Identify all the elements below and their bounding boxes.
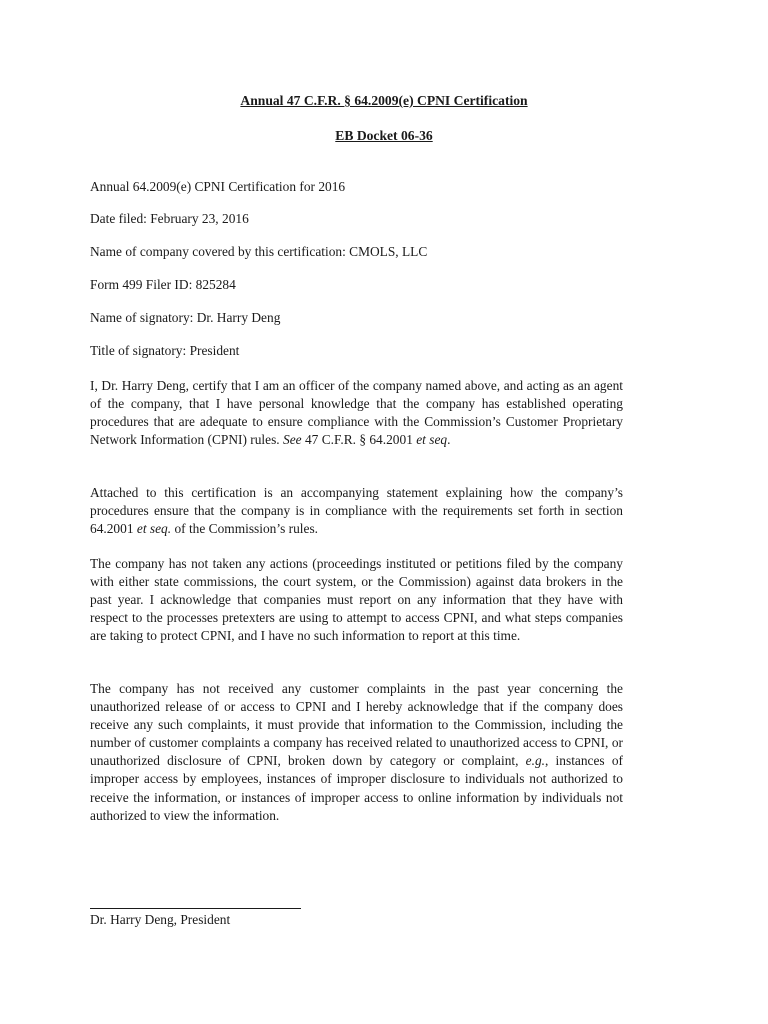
certification-paragraph xyxy=(90,377,623,449)
attached-statement-text: Attached to this certification is an accompanying statement explaining how the company’s procedures ensure that the company is in compliance with the requirements set forth in section 64.2001 xyxy=(90,485,623,537)
company-name-line: Name of company covered by this certification: CMOLS, LLC xyxy=(90,244,428,259)
rules-text: of the Commission’s rules. xyxy=(171,521,319,537)
eg-text: e.g. xyxy=(525,753,546,769)
signatory-signature-name: Dr. Harry Deng, President xyxy=(90,912,231,927)
et-seq-text: et seq. xyxy=(136,521,172,537)
certification-text: I, Dr. Harry Deng, certify that I am an officer of the company named above, and acting as an agent of the company, that I have personal knowledge that the company has established operating procedures that are adequate to ensure compliance with the Commission’s Customer Proprietary Network Information (CPNI) rules. xyxy=(90,378,623,448)
docket-number: EB Docket 06-36 xyxy=(335,128,433,143)
date-filed-line: Date filed: February 23, 2016 xyxy=(90,211,249,226)
form-499-filer-id-line: Form 499 Filer ID: 825284 xyxy=(90,277,236,292)
signatory-name-line: Name of signatory: Dr. Harry Deng xyxy=(90,310,281,325)
certification-year-line: Annual 64.2009(e) CPNI Certification for 2016 xyxy=(90,179,346,194)
customer-complaints-paragraph xyxy=(90,680,623,825)
see-citation-signal: See xyxy=(283,432,302,448)
document-title: Annual 47 C.F.R. § 64.2009(e) CPNI Certification xyxy=(240,93,528,108)
citation-text: 47 C.F.R. § 64.2001 xyxy=(301,432,417,448)
complaints-examples-text: , instances of improper access by employees, instances of improper disclosure to individuals not authorized to receive the information, or instances of improper access to online information by individuals not authorized to view the information. xyxy=(90,753,623,823)
period-text: . xyxy=(447,432,451,448)
data-brokers-paragraph: The company has not taken any actions (proceedings instituted or petitions filed by the company with either state commissions, the court system, or the Commission) against data brokers in the past year. I acknowledge that companies must report on any information that they have with respect to the processes pretexters are using to attempt to access CPNI, and what steps companies are taking to protect CPNI, and I have no such information to report at this time. xyxy=(90,556,623,644)
signature-line xyxy=(90,908,301,909)
et-seq-text: et seq xyxy=(416,432,448,448)
complaints-text: The company has not received any customer complaints in the past year concerning the unauthorized release of or access to CPNI and I hereby acknowledge that if the company does receive any such complaints, it must provide that information to the Commission, including the number of customer complaints a company has received related to unauthorized access to CPNI, or unauthorized disclosure of CPNI, broken down by category or complaint, xyxy=(90,681,623,769)
attached-statement-paragraph xyxy=(90,484,623,538)
signatory-title-line: Title of signatory: President xyxy=(90,343,240,358)
